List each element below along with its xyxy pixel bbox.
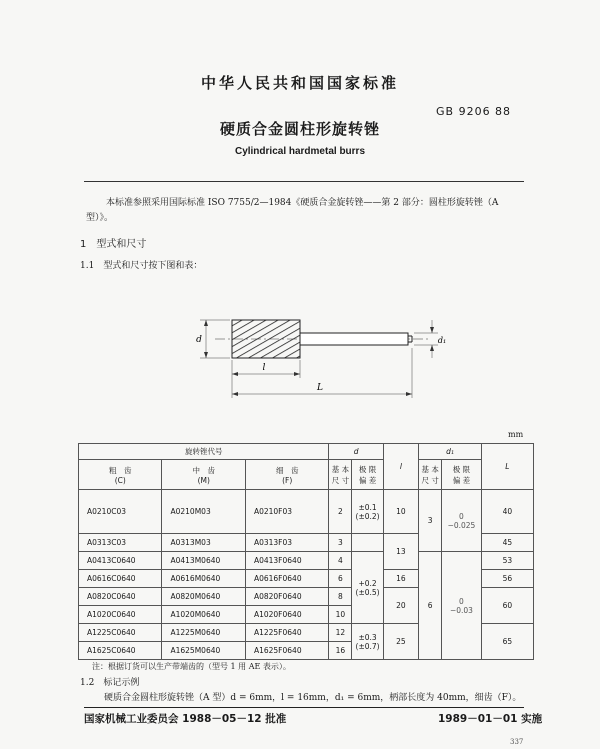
table-cell: 40 (481, 490, 533, 534)
table-cell: A1225C0640 (79, 624, 162, 642)
header-burr-code: 旋转锉代号 (79, 444, 329, 460)
table-cell: A0413C0640 (79, 552, 162, 570)
table-cell: A0616M0640 (162, 570, 245, 588)
header-d1: d₁ (419, 444, 482, 460)
top-rule (84, 181, 524, 182)
header-d1-basic: 基 本 尺 寸 (419, 460, 442, 490)
header-l: l (383, 444, 418, 490)
effective-date: 1989－01－01 实施 (438, 713, 543, 725)
table-cell: 3 (329, 534, 352, 552)
table-cell: A1020F0640 (245, 606, 328, 624)
dimension-table (78, 443, 534, 660)
table-cell: ±0.3 (±0.7) (352, 624, 383, 660)
table-cell: A0820F0640 (245, 588, 328, 606)
header-d-limit: 极 限 偏 差 (352, 460, 383, 490)
bottom-rule (84, 707, 524, 708)
table-cell: A0313C03 (79, 534, 162, 552)
table-cell: 10 (329, 606, 352, 624)
table-cell: 8 (329, 588, 352, 606)
table-cell: +0.2 (±0.5) (352, 552, 383, 624)
table-cell: A1625F0640 (245, 642, 328, 660)
table-cell: A1625M0640 (162, 642, 245, 660)
header-d1-limit: 极 限 偏 差 (442, 460, 482, 490)
table-cell: 0 −0.025 (442, 490, 482, 552)
table-cell: A0820C0640 (79, 588, 162, 606)
table-cell: 3 (419, 490, 442, 552)
table-cell: 10 (383, 490, 418, 534)
header-medium: 中 齿 (192, 465, 215, 475)
table-row (79, 552, 534, 570)
table-cell: 45 (481, 534, 533, 552)
label-d: d (196, 335, 202, 345)
table-cell: A0313M03 (162, 534, 245, 552)
table-cell (352, 534, 383, 552)
table-cell: A1020C0640 (79, 606, 162, 624)
table-cell: 53 (481, 552, 533, 570)
table-cell: A0210C03 (79, 490, 162, 534)
table-cell: A1225M0640 (162, 624, 245, 642)
table-cell: 13 (383, 534, 418, 570)
document-title: 硬质合金圆柱形旋转锉 (219, 120, 380, 138)
table-cell: A0413M0640 (162, 552, 245, 570)
header-fine: 细 齿 (275, 465, 299, 475)
table-cell: 4 (329, 552, 352, 570)
document-title-english: Cylindrical hardmetal burrs (234, 146, 366, 157)
table-cell: A0210F03 (245, 490, 328, 534)
header-fine-code: (F) (282, 475, 293, 485)
table-cell: 12 (329, 624, 352, 642)
table-cell: A0820M0640 (162, 588, 245, 606)
table-cell: 16 (329, 642, 352, 660)
table-cell (245, 460, 328, 490)
intro-paragraph: 本标准参照采用国际标准 ISO 7755/2—1984《硬质合金旋转锉——第 2 部分：圆柱形旋转锉（A 型）》。 (86, 198, 499, 223)
table-cell: A0413F0640 (245, 552, 328, 570)
table-cell: 65 (481, 624, 533, 660)
label-d1: d₁ (437, 336, 447, 345)
header-d-basic: 基 本 尺 寸 (329, 460, 352, 490)
label-L: L (317, 383, 323, 393)
table-cell: 56 (481, 570, 533, 588)
header-L: L (481, 444, 533, 490)
table-cell: A0616C0640 (79, 570, 162, 588)
label-l: l (262, 363, 266, 373)
section-1-2-heading: 1.2 标记示例 (80, 678, 140, 688)
header-d: d (329, 444, 383, 460)
table-cell: 2 (329, 490, 352, 534)
table-cell: 6 (419, 552, 442, 660)
unit-label: mm (508, 430, 524, 439)
table-cell (162, 460, 245, 490)
table-cell: A1225F0640 (245, 624, 328, 642)
table-cell: 6 (329, 570, 352, 588)
table-cell: 25 (383, 624, 418, 660)
marking-example: 硬质合金圆柱形旋转锉（A 型）d = 6mm，l = 16mm，d₁ = 6mm，柄部长度为 40mm，细齿（F）。 (104, 693, 522, 703)
section-1-1-text: 1.1 型式和尺寸按下图和表： (80, 261, 203, 271)
burr-drawing (180, 300, 450, 405)
table-row (79, 490, 534, 534)
table-cell: 0 −0.03 (442, 552, 482, 660)
header-coarse: 粗 齿 (108, 465, 132, 475)
approval-text: 国家机械工业委员会 1988－05－12 批准 (84, 713, 287, 725)
header-coarse-code: (C) (114, 475, 126, 485)
table-cell: A0313F03 (245, 534, 328, 552)
table-cell: ±0.1 (±0.2) (352, 490, 383, 534)
table-cell: 60 (481, 588, 533, 624)
table-cell: A0210M03 (162, 490, 245, 534)
section-1-heading: 1 型式和尺寸 (80, 239, 147, 250)
national-standard-heading: 中华人民共和国国家标准 (200, 74, 399, 92)
table-cell: 16 (383, 570, 418, 588)
table-cell: A1625C0640 (79, 642, 162, 660)
table-cell: A1020M0640 (162, 606, 245, 624)
standard-number: GB 9206 88 (436, 105, 512, 118)
table-note: 注：根据订货可以生产带端齿的（型号 1 用 AE 表示）。 (92, 662, 291, 671)
table-cell: A0616F0640 (245, 570, 328, 588)
table-cell (79, 460, 162, 490)
header-medium-code: (M) (197, 475, 210, 485)
page-number: 337 (510, 738, 524, 746)
table-cell: 20 (383, 588, 418, 624)
